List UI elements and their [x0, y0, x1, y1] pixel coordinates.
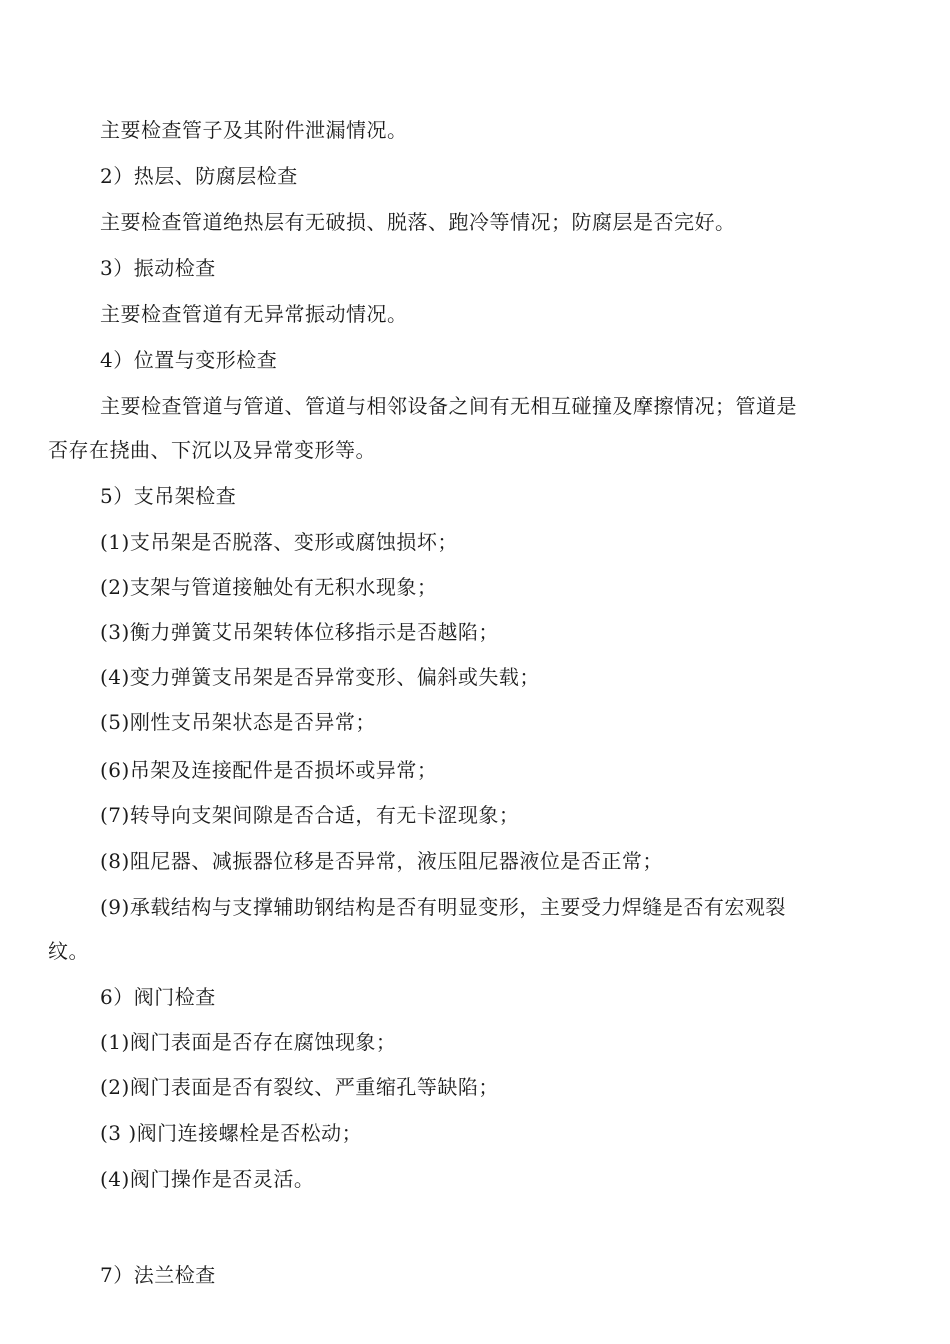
- list-item-valve-1: (1)阀门表面是否存在腐蚀现象；: [100, 1030, 397, 1054]
- heading-position-deformation: 4）位置与变形检查: [100, 348, 278, 372]
- heading-vibration-check: 3）振动检查: [100, 256, 216, 280]
- heading-insulation-anticorrosion: 2）热层、防腐层检查: [100, 164, 298, 188]
- paragraph-pipe-leak-check: 主要检查管子及其附件泄漏情况。: [100, 118, 408, 142]
- list-item-support-9-line2: 纹。: [48, 939, 89, 963]
- paragraph-vibration-check: 主要检查管道有无异常振动情况。: [100, 302, 408, 326]
- paragraph-position-check-line1: 主要检查管道与管道、管道与相邻设备之间有无相互碰撞及摩擦情况；管道是: [100, 394, 797, 418]
- list-item-support-4: (4)变力弹簧支吊架是否异常变形、偏斜或失载；: [100, 665, 540, 689]
- list-item-support-2: (2)支架与管道接触处有无积水现象；: [100, 575, 438, 599]
- list-item-valve-2: (2)阀门表面是否有裂纹、严重缩孔等缺陷；: [100, 1075, 499, 1099]
- list-item-support-3: (3)衡力弹簧艾吊架转体位移指示是否越陷；: [100, 620, 499, 644]
- paragraph-position-check-line2: 否存在挠曲、下沉以及异常变形等。: [48, 438, 376, 462]
- list-item-support-6: (6)吊架及连接配件是否损坏或异常；: [100, 758, 438, 782]
- list-item-support-5: (5)刚性支吊架状态是否异常；: [100, 710, 376, 734]
- heading-valve-check: 6）阀门检查: [100, 985, 216, 1009]
- list-item-support-8: (8)阻尼器、减振器位移是否异常，液压阻尼器液位是否正常；: [100, 849, 663, 873]
- heading-flange-check: 7）法兰检查: [100, 1263, 216, 1287]
- list-item-support-7: (7)转导向支架间隙是否合适，有无卡涩现象；: [100, 803, 520, 827]
- list-item-valve-4: (4)阀门操作是否灵活。: [100, 1167, 315, 1191]
- list-item-support-1: (1)支吊架是否脱落、变形或腐蚀损坏；: [100, 530, 458, 554]
- list-item-valve-3: (3 )阀门连接螺栓是否松动；: [100, 1121, 363, 1145]
- paragraph-insulation-check: 主要检查管道绝热层有无破损、脱落、跑冷等情况；防腐层是否完好。: [100, 210, 736, 234]
- list-item-support-9-line1: (9)承载结构与支撑辅助钢结构是否有明显变形，主要受力焊缝是否有宏观裂: [100, 895, 786, 919]
- heading-support-hanger: 5）支吊架检查: [100, 484, 237, 508]
